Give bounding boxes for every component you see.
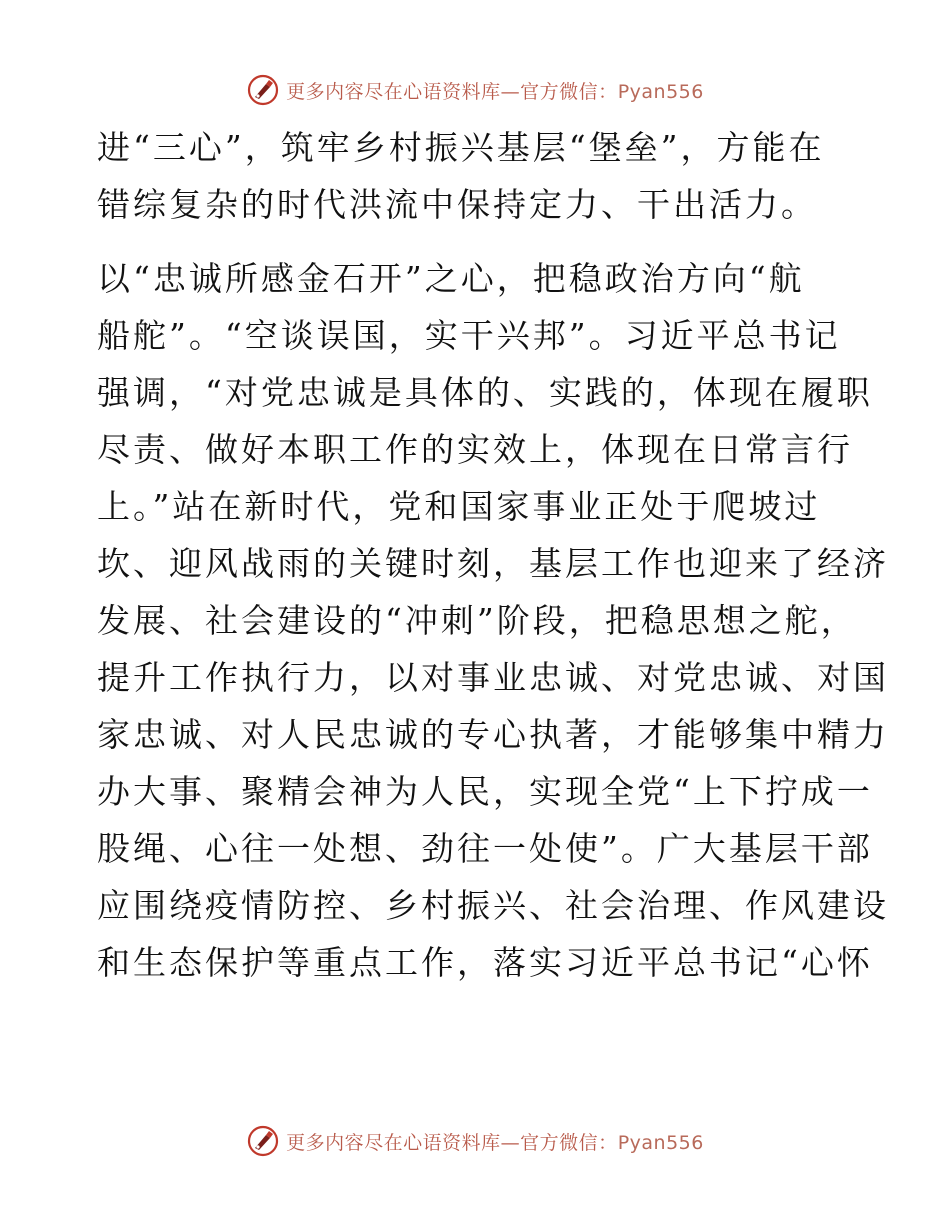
watermark-main-text: 更多内容尽在心语资料库	[286, 80, 501, 103]
document-body	[97, 119, 889, 991]
watermark-official-label: 官方微信：	[520, 80, 618, 103]
text-line: 尽责、做好本职工作的实效上，体现在日常言行	[97, 430, 853, 469]
watermark-official-label: 官方微信：	[520, 1131, 618, 1154]
watermark-account: Pyan556	[617, 80, 704, 103]
watermark-main-text: 更多内容尽在心语资料库	[286, 1131, 501, 1154]
text-line: 上。”站在新时代，党和国家事业正处于爬坡过	[97, 487, 821, 526]
text-line: 以“忠诚所感金石开”之心，把稳政治方向“航	[97, 259, 805, 298]
text-line: 家忠诚、对人民忠诚的专心执著，才能够集中精力	[97, 715, 889, 754]
pen-nib-circle-icon	[246, 1124, 280, 1158]
text-line: 股绳、心往一处想、劲往一处使”。广大基层干部	[97, 829, 873, 868]
text-line: 坎、迎风战雨的关键时刻，基层工作也迎来了经济	[97, 544, 889, 583]
text-line: 错综复杂的时代洪流中保持定力、干出活力。	[97, 185, 817, 224]
text-line: 强调，“对党忠诚是具体的、实践的，体现在履职	[97, 373, 873, 412]
text-line: 进“三心”，筑牢乡村振兴基层“堡垒”，方能在	[97, 128, 825, 167]
text-line: 发展、社会建设的“冲刺”阶段，把稳思想之舵，	[97, 601, 857, 640]
header-watermark	[0, 72, 950, 108]
footer-watermark	[0, 1123, 950, 1159]
text-line: 和生态保护等重点工作，落实习近平总书记“心怀	[97, 943, 873, 982]
watermark-separator: —	[500, 1131, 521, 1154]
text-line: 船舵”。“空谈误国，实干兴邦”。习近平总书记	[97, 316, 841, 355]
paragraph	[97, 119, 857, 233]
watermark-separator: —	[500, 80, 521, 103]
watermark-account: Pyan556	[617, 1131, 704, 1154]
text-line: 办大事、聚精会神为人民，实现全党“上下拧成一	[97, 772, 873, 811]
text-line: 提升工作执行力，以对事业忠诚、对党忠诚、对国	[97, 658, 889, 697]
paragraph	[97, 250, 889, 991]
text-line: 应围绕疫情防控、乡村振兴、社会治理、作风建设	[97, 886, 889, 925]
pen-nib-circle-icon	[246, 73, 280, 107]
